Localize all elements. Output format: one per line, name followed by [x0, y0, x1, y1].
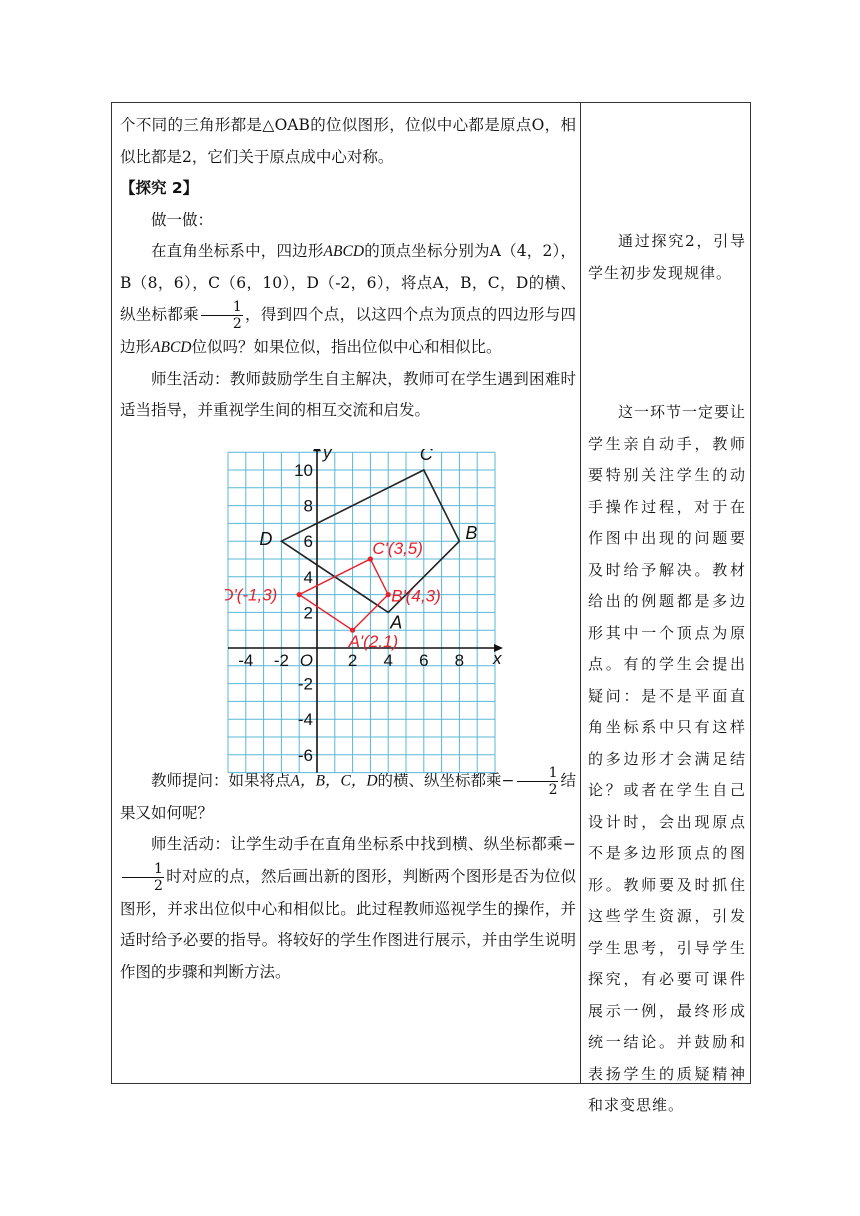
x-axis-label: x	[493, 649, 502, 668]
lesson-table	[111, 102, 751, 1114]
x-tick-label: -4	[238, 651, 254, 670]
side-note-2: 这一环节一定要让学生亲自动手，教师要特别关注学生的动手操作过程，对于在作图中出现的问题要及时给予解决。教材给出的例题都是多边形其中一个顶点为原点。有的学生会提出疑问：是不是平面直角坐标系中只有这样的多边形才会满足结论？或者在学生自己设计时，会出现原点不是多边形顶点的图形。教师要及时抓住这些学生资源，引发学生思考，引导学生探究，有必要可课件展示一例，最终形成统一结论。并鼓励和表扬学生的质疑精神和求变思维。	[588, 403, 747, 1114]
paragraph-3: 在直角坐标系中，四边形ABCD的顶点坐标分别为A（4，2），B（8，6），C（6，10），D（-2，6），将点A，B，C，D的横、纵坐标都乘 $\frac{1}{2}$ ，得到四个点，以这四个点为顶点的四边形与四边形ABCD位似吗？如果位似，指出位似中心和相似比。	[120, 242, 576, 356]
image-point-label: D'(-1,3)	[225, 585, 278, 605]
y-axis-arrow	[313, 449, 321, 451]
paragraph-6: 师生活动：让学生动手在直角坐标系中找到横、纵坐标都乘− $\frac{1}{2}$ 时对应的点，然后画出新的图形，判断两个图形是否为位似图形，并求出位似中心和相似比。此过程教师巡视学生的操作，并适时给予必要的指导。将较好的学生作图进行展示，并由学生说明作图的步骤和判断方法。	[120, 835, 576, 981]
fraction-half: $\frac{1}{2}$	[201, 299, 243, 332]
image-point-label: B'(4,3)	[391, 586, 441, 606]
y-axis-label: y	[323, 449, 332, 463]
y-tick-label: 6	[303, 532, 313, 552]
x-tick-label: 8	[454, 651, 465, 670]
y-tick-label: 8	[303, 496, 313, 516]
coordinate-figure	[225, 449, 513, 777]
vertex-label: C	[419, 449, 433, 464]
coordinate-plane	[225, 449, 513, 777]
paragraph-1: 个不同的三角形都是△OAB的位似图形，位似中心都是原点O，相似比都是2，它们关于原点成中心对称。	[120, 116, 576, 166]
fraction-half-2: $\frac{1}{2}$	[517, 765, 559, 798]
y-tick-label: -2	[297, 674, 313, 694]
y-tick-label: -6	[297, 745, 313, 765]
section-heading: 【探究 2】	[120, 179, 199, 197]
column-divider	[580, 103, 581, 1083]
vertex-label: A	[390, 612, 403, 633]
y-tick-label: 4	[303, 567, 313, 587]
paragraph-5: 教师提问：如果将点A，B，C，D的横、纵坐标都乘− $\frac{1}{2}$ 结果又如何呢？	[120, 764, 576, 822]
paragraph-4: 师生活动：教师鼓励学生自主解决，教师可在学生遇到困难时适当指导，并重视学生间的相互交流和启发。	[120, 369, 576, 419]
origin-label: O	[299, 651, 313, 670]
x-tick-label: 6	[419, 651, 429, 670]
y-tick-label: 10	[294, 461, 313, 480]
x-tick-label: 2	[347, 651, 358, 670]
image-point-label: A'(2,1)	[348, 632, 399, 652]
side-note-1: 通过探究2，引导学生初步发现规律。	[588, 232, 746, 282]
vertex-label: D	[259, 529, 273, 550]
y-tick-label: -4	[297, 710, 313, 730]
x-tick-label: 4	[383, 651, 393, 670]
image-point-label: C'(3,5)	[372, 539, 423, 558]
image-point	[297, 592, 302, 597]
x-tick-label: -2	[273, 651, 289, 670]
fraction-half-3: $\frac{1}{2}$	[122, 861, 164, 894]
paragraph-2: 做一做：	[151, 210, 214, 229]
image-point	[386, 592, 391, 597]
y-tick-label: 2	[303, 603, 313, 623]
vertex-label: B	[465, 523, 478, 544]
